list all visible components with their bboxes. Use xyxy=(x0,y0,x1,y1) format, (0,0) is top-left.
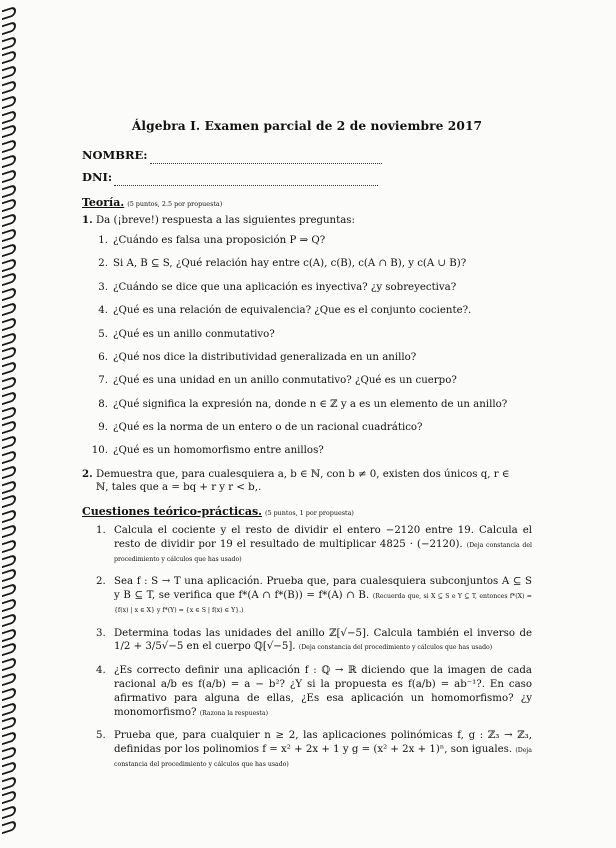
spiral-ring xyxy=(2,183,16,198)
spiral-ring xyxy=(2,317,16,332)
spiral-ring xyxy=(2,243,16,258)
spiral-ring xyxy=(2,642,16,657)
cuestion-note: (Deja constancia del procedimiento y cálculos que has usado) xyxy=(114,747,532,768)
cuestion-item xyxy=(82,627,532,655)
item-text: Si A, B ⊆ S, ¿Qué relación hay entre c(A), c(B), c(A ∩ B), y c(A ∪ B)? xyxy=(113,258,467,270)
cuestion-number: 4. xyxy=(96,665,106,677)
cuestion-number: 3. xyxy=(96,627,106,639)
question-2-text: Demuestra que, para cualesquiera a, b ∈ ℕ, con b ≠ 0, existen dos únicos q, r ∈ ℕ, tales que a = bq + r y r < b,. xyxy=(96,468,510,494)
name-field xyxy=(82,148,532,164)
cuestiones-header xyxy=(82,505,532,520)
teoria-header xyxy=(82,196,532,211)
spiral-ring xyxy=(2,598,16,613)
spiral-ring xyxy=(2,553,16,568)
name-line xyxy=(150,153,382,164)
spiral-ring xyxy=(2,583,16,598)
cuestion-note: (Deja constancia del procedimiento y cálculos que has usado) xyxy=(298,644,493,652)
question-1-item xyxy=(82,398,532,412)
spiral-ring xyxy=(2,80,16,95)
cuestion-body xyxy=(114,664,532,719)
spiral-ring xyxy=(2,35,16,50)
spiral-ring xyxy=(2,405,16,420)
cuestion-text: Sea f : S → T una aplicación. Prueba que, para cualesquiera subconjuntos A ⊆ S y B ⊆ T, se verifica que f*(A ∩ f*(B)) = f*(A) ∩ B. xyxy=(114,576,532,602)
spiral-ring xyxy=(2,687,16,702)
cuestion-text: Determina todas las unidades del anillo ℤ[√−5]. Calcula también el inverso de 1/2 + 3/5√−5 en el cuerpo ℚ[√−5]. xyxy=(114,627,532,653)
spiral-ring xyxy=(2,109,16,124)
question-1-item xyxy=(82,234,532,248)
cuestion-body xyxy=(114,729,532,770)
cuestion-body xyxy=(114,627,532,655)
question-1-item xyxy=(82,351,532,365)
cuestion-item xyxy=(82,575,532,616)
cuestion-text: ¿Es correcto definir una aplicación f : ℚ → ℝ diciendo que la imagen de cada racional a/b es f(a/b) = a − b²? ¿Y si la propuesta es f(a/b) = ab⁻¹?. En caso afirmativo para alguna de ellas, ¿Es esa aplicación un homomorfismo? ¿y monomorfismo? xyxy=(114,665,532,718)
teoria-note: (5 puntos, 2.5 por propuesta) xyxy=(127,199,223,208)
question-2 xyxy=(82,468,532,496)
spiral-ring xyxy=(2,716,16,731)
spiral-ring xyxy=(2,213,16,228)
item-number: 3. xyxy=(98,281,108,293)
spiral-ring xyxy=(2,376,16,391)
cuestion-text: Calcula el cociente y el resto de dividir el entero −2120 entre 19. Calcula el resto de dividir por 19 el resultado de multiplicar 4825 · (−2120). xyxy=(114,525,532,550)
cuestiones-list xyxy=(82,524,532,770)
item-text: ¿Qué es la norma de un entero o de un racional cuadrático? xyxy=(113,421,423,433)
item-number: 10. xyxy=(91,445,108,457)
spiral-ring xyxy=(2,21,16,36)
question-1 xyxy=(82,214,532,228)
item-text: ¿Qué es un anillo conmutativo? xyxy=(113,328,275,340)
spiral-ring xyxy=(2,820,16,835)
spiral-ring xyxy=(2,657,16,672)
item-text: ¿Cuándo es falsa una proposición P ⇒ Q? xyxy=(113,235,326,247)
cuestion-text: Prueba que, para cualquier n ≥ 2, las aplicaciones polinómicas f, g : ℤ₃ → ℤ₃, definidas por los polinomios f = x² + 2x + 1 y g = (x² + 2x + 1)ⁿ, son iguales. xyxy=(114,730,532,756)
spiral-ring xyxy=(2,50,16,65)
dni-label: DNI: xyxy=(82,169,113,184)
question-1-item xyxy=(82,257,532,271)
item-text: ¿Qué es un homomorfismo entre anillos? xyxy=(113,445,324,457)
question-1-item xyxy=(82,328,532,342)
cuestion-item xyxy=(82,729,532,770)
item-text: ¿Qué es una unidad en un anillo conmutativo? ¿Qué es un cuerpo? xyxy=(113,375,457,387)
spiral-ring xyxy=(2,435,16,450)
exam-title: Álgebra I. Examen parcial de 2 de noviembre 2017 xyxy=(131,119,483,133)
spiral-ring xyxy=(2,465,16,480)
spiral-ring xyxy=(2,746,16,761)
item-text: ¿Qué significa la expresión na, donde n ∈ ℤ y a es un elemento de un anillo? xyxy=(113,398,508,410)
question-1-item xyxy=(82,444,532,458)
spiral-ring xyxy=(2,494,16,509)
question-1-list xyxy=(82,234,532,458)
cuestion-number: 2. xyxy=(96,576,106,588)
spiral-ring xyxy=(2,391,16,406)
item-text: ¿Qué nos dice la distributividad generalizada en un anillo? xyxy=(113,351,417,363)
spiral-ring xyxy=(2,169,16,184)
item-number: 7. xyxy=(98,375,108,387)
item-number: 8. xyxy=(98,398,108,410)
spiral-ring xyxy=(2,539,16,554)
spiral-ring xyxy=(2,257,16,272)
cuestion-number: 1. xyxy=(96,525,106,537)
teoria-heading: Teoría. xyxy=(82,195,125,209)
item-number: 9. xyxy=(98,421,108,433)
question-1-number: 1. xyxy=(82,214,93,227)
item-number: 5. xyxy=(98,328,108,340)
cuestiones-note: (5 puntos, 1 por propuesta) xyxy=(264,509,354,518)
exam-content xyxy=(82,118,532,781)
cuestiones-heading: Cuestiones teórico-prácticas. xyxy=(82,505,262,519)
spiral-ring xyxy=(2,524,16,539)
item-text: ¿Qué es una relación de equivalencia? ¿Que es el conjunto cociente?. xyxy=(113,305,472,317)
spiral-ring xyxy=(2,805,16,820)
item-number: 4. xyxy=(98,305,108,317)
spiral-ring xyxy=(2,479,16,494)
name-label: NOMBRE: xyxy=(82,148,148,163)
cuestion-note: (Deja constancia del procedimiento y cálculos que has usado) xyxy=(114,541,532,563)
spiral-ring xyxy=(2,775,16,790)
item-number: 2. xyxy=(98,258,108,270)
cuestion-note: (Recuerda que, si X ⊆ S e Y ⊆ T, entonces f*(X) = {f(x) | x ∈ X} y f*(Y) = {x ∈ S | f(x) ∈ Y}.) xyxy=(114,593,532,614)
item-number: 1. xyxy=(98,235,108,247)
cuestion-number: 5. xyxy=(96,730,106,742)
item-text: ¿Cuándo se dice que una aplicación es inyectiva? ¿y sobreyectiva? xyxy=(113,281,457,293)
spiral-ring xyxy=(2,420,16,435)
cuestion-item xyxy=(82,664,532,719)
spiral-ring xyxy=(2,228,16,243)
dni-line xyxy=(114,175,378,186)
spiral-ring xyxy=(2,65,16,80)
spiral-ring xyxy=(2,287,16,302)
question-1-item xyxy=(82,304,532,318)
spiral-ring xyxy=(2,731,16,746)
cuestion-body xyxy=(114,575,532,616)
spiral-ring xyxy=(2,198,16,213)
spiral-ring xyxy=(2,272,16,287)
question-1-text: Da (¡breve!) respuesta a las siguientes preguntas: xyxy=(96,215,355,227)
cuestion-item xyxy=(82,524,532,565)
spiral-ring xyxy=(2,761,16,776)
spiral-ring xyxy=(2,124,16,139)
spiral-ring xyxy=(2,154,16,169)
spiral-ring xyxy=(2,790,16,805)
question-1-item xyxy=(82,421,532,435)
spiral-ring xyxy=(2,672,16,687)
spiral-ring xyxy=(2,331,16,346)
item-number: 6. xyxy=(98,351,108,363)
cuestion-body xyxy=(114,524,532,565)
spiral-ring xyxy=(2,139,16,154)
spiral-ring xyxy=(2,568,16,583)
spiral-ring xyxy=(2,361,16,376)
spiral-ring xyxy=(2,627,16,642)
spiral-ring xyxy=(2,6,16,21)
spiral-ring xyxy=(2,302,16,317)
spiral-ring xyxy=(2,450,16,465)
question-1-item xyxy=(82,281,532,295)
cuestion-note: (Razona la respuesta) xyxy=(199,709,269,717)
spiral-ring xyxy=(2,509,16,524)
spiral-ring xyxy=(2,346,16,361)
question-1-item xyxy=(82,374,532,388)
dni-field xyxy=(82,170,532,186)
spiral-binding xyxy=(0,8,18,840)
spiral-ring xyxy=(2,701,16,716)
question-2-number: 2. xyxy=(82,467,93,480)
spiral-ring xyxy=(2,613,16,628)
spiral-ring xyxy=(2,95,16,110)
